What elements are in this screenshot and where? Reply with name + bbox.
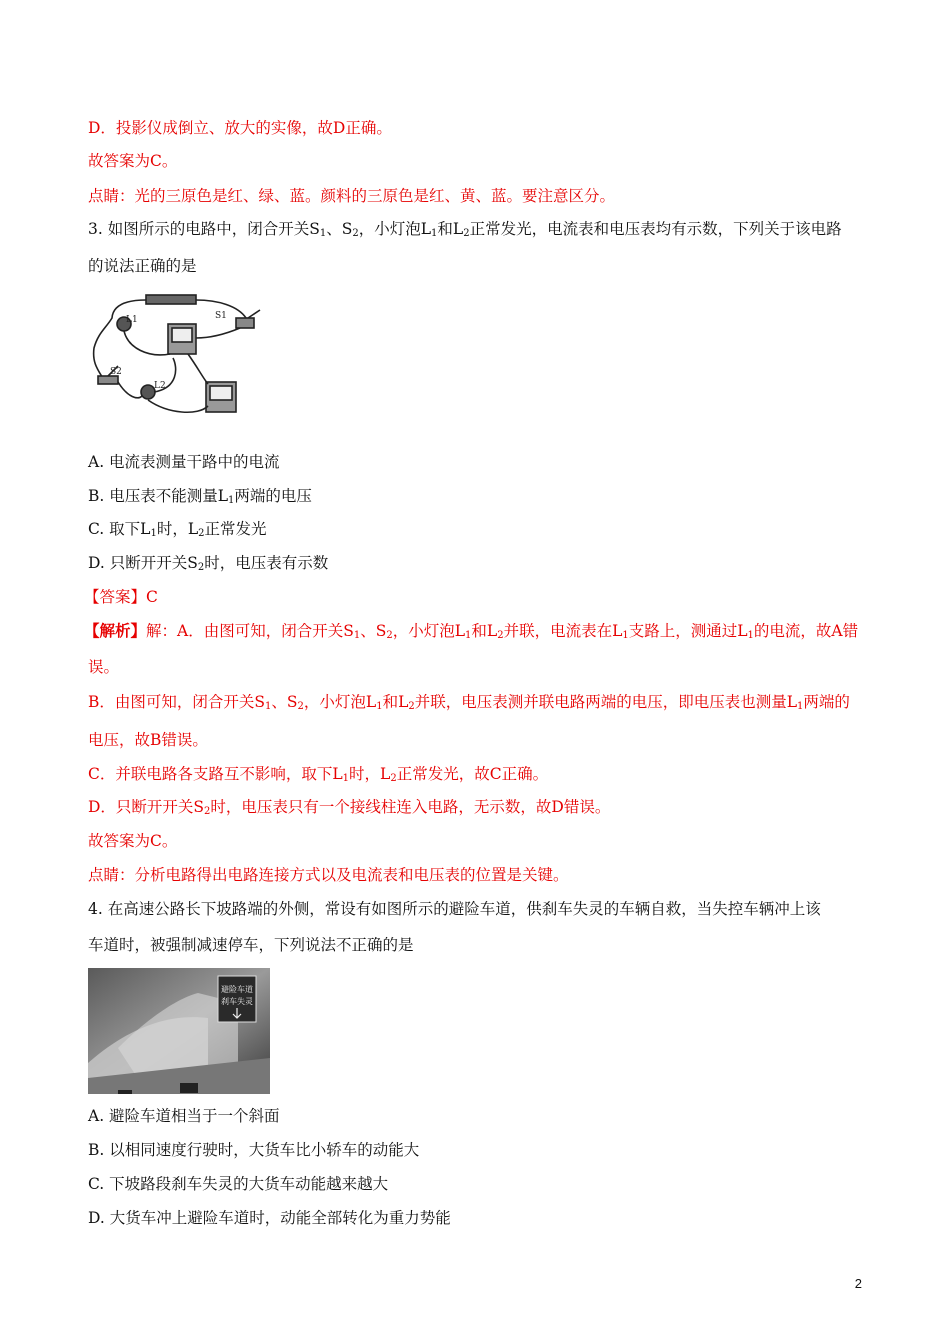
answer-line-2: 故答案为C。 [88, 832, 178, 850]
page-number: 2 [854, 1276, 862, 1291]
label-l1: L1 [126, 315, 138, 325]
line-answer-c: 故答案为C。 [88, 152, 178, 170]
escape-ramp-photo [88, 968, 270, 1094]
option-4a: A. 避险车道相当于一个斜面 [88, 1107, 280, 1125]
analysis-a-line1: 【解析】解：A．由图可知，闭合开关$S_1$、$S_2$，小灯泡$L_1$和$L_2$并联，电流表在$L_1$支路上，测通过$L_1$的电流，故A错 [84, 621, 859, 641]
analysis-a-line2: 误。 [88, 658, 120, 676]
label-s2: S2 [110, 367, 122, 377]
analysis-b-line2: 电压，故B错误。 [88, 731, 208, 749]
label-l2: L2 [154, 381, 166, 391]
option-4c: C. 下坡路段刹车失灵的大货车动能越来越大 [88, 1175, 389, 1193]
analysis-d: D．只断开开关$S_2$时，电压表只有一个接线柱连入电路，无示数，故D错误。 [88, 798, 611, 817]
option-3c: C. 取下$L_1$时，$L_2$正常发光 [88, 520, 267, 539]
sign-text-2: 刹车失灵 [221, 997, 253, 1006]
sign-text-1: 避险车道 [221, 985, 253, 994]
question-3-line2: 的说法正确的是 [88, 257, 197, 275]
option-3b: B. 电压表不能测量$L_1$两端的电压 [88, 487, 312, 506]
question-4-line2: 车道时，被强制减速停车，下列说法不正确的是 [88, 936, 414, 954]
line-tip-primary-colors: 点睛：光的三原色是红、绿、蓝。颜料的三原色是红、黄、蓝。要注意区分。 [88, 187, 616, 205]
analysis-c: C．并联电路各支路互不影响，取下$L_1$时，$L_2$正常发光，故C正确。 [88, 765, 549, 784]
option-3d: D. 只断开开关$S_2$时，电压表有示数 [88, 554, 329, 573]
circuit-figure [88, 288, 266, 418]
option-4d: D. 大货车冲上避险车道时，动能全部转化为重力势能 [88, 1209, 451, 1227]
option-3a: A. 电流表测量干路中的电流 [88, 453, 280, 471]
line-d-correct: D．投影仪成倒立、放大的实像，故D正确。 [88, 119, 392, 137]
question-4-line1: 4. 在高速公路长下坡路端的外侧，常设有如图所示的避险车道，供刹车失灵的车辆自救，当失控车辆冲上该 [88, 900, 821, 918]
tip-line-2: 点睛：分析电路得出电路连接方式以及电流表和电压表的位置是关键。 [88, 866, 569, 884]
question-3-line1: 3. 如图所示的电路中，闭合开关$S_1$、$S_2$，小灯泡$L_1$和$L_2$正常发光，电流表和电压表均有示数，下列关于该电路 [88, 220, 842, 239]
answer-line: 【答案】C [84, 588, 158, 606]
label-s1: S1 [215, 311, 227, 321]
option-4b: B. 以相同速度行驶时，大货车比小轿车的动能大 [88, 1141, 420, 1159]
analysis-b-line1: B．由图可知，闭合开关$S_1$、$S_2$，小灯泡$L_1$和$L_2$并联，电压表测并联电路两端的电压，即电压表也测量$L_1$两端的 [88, 693, 850, 712]
